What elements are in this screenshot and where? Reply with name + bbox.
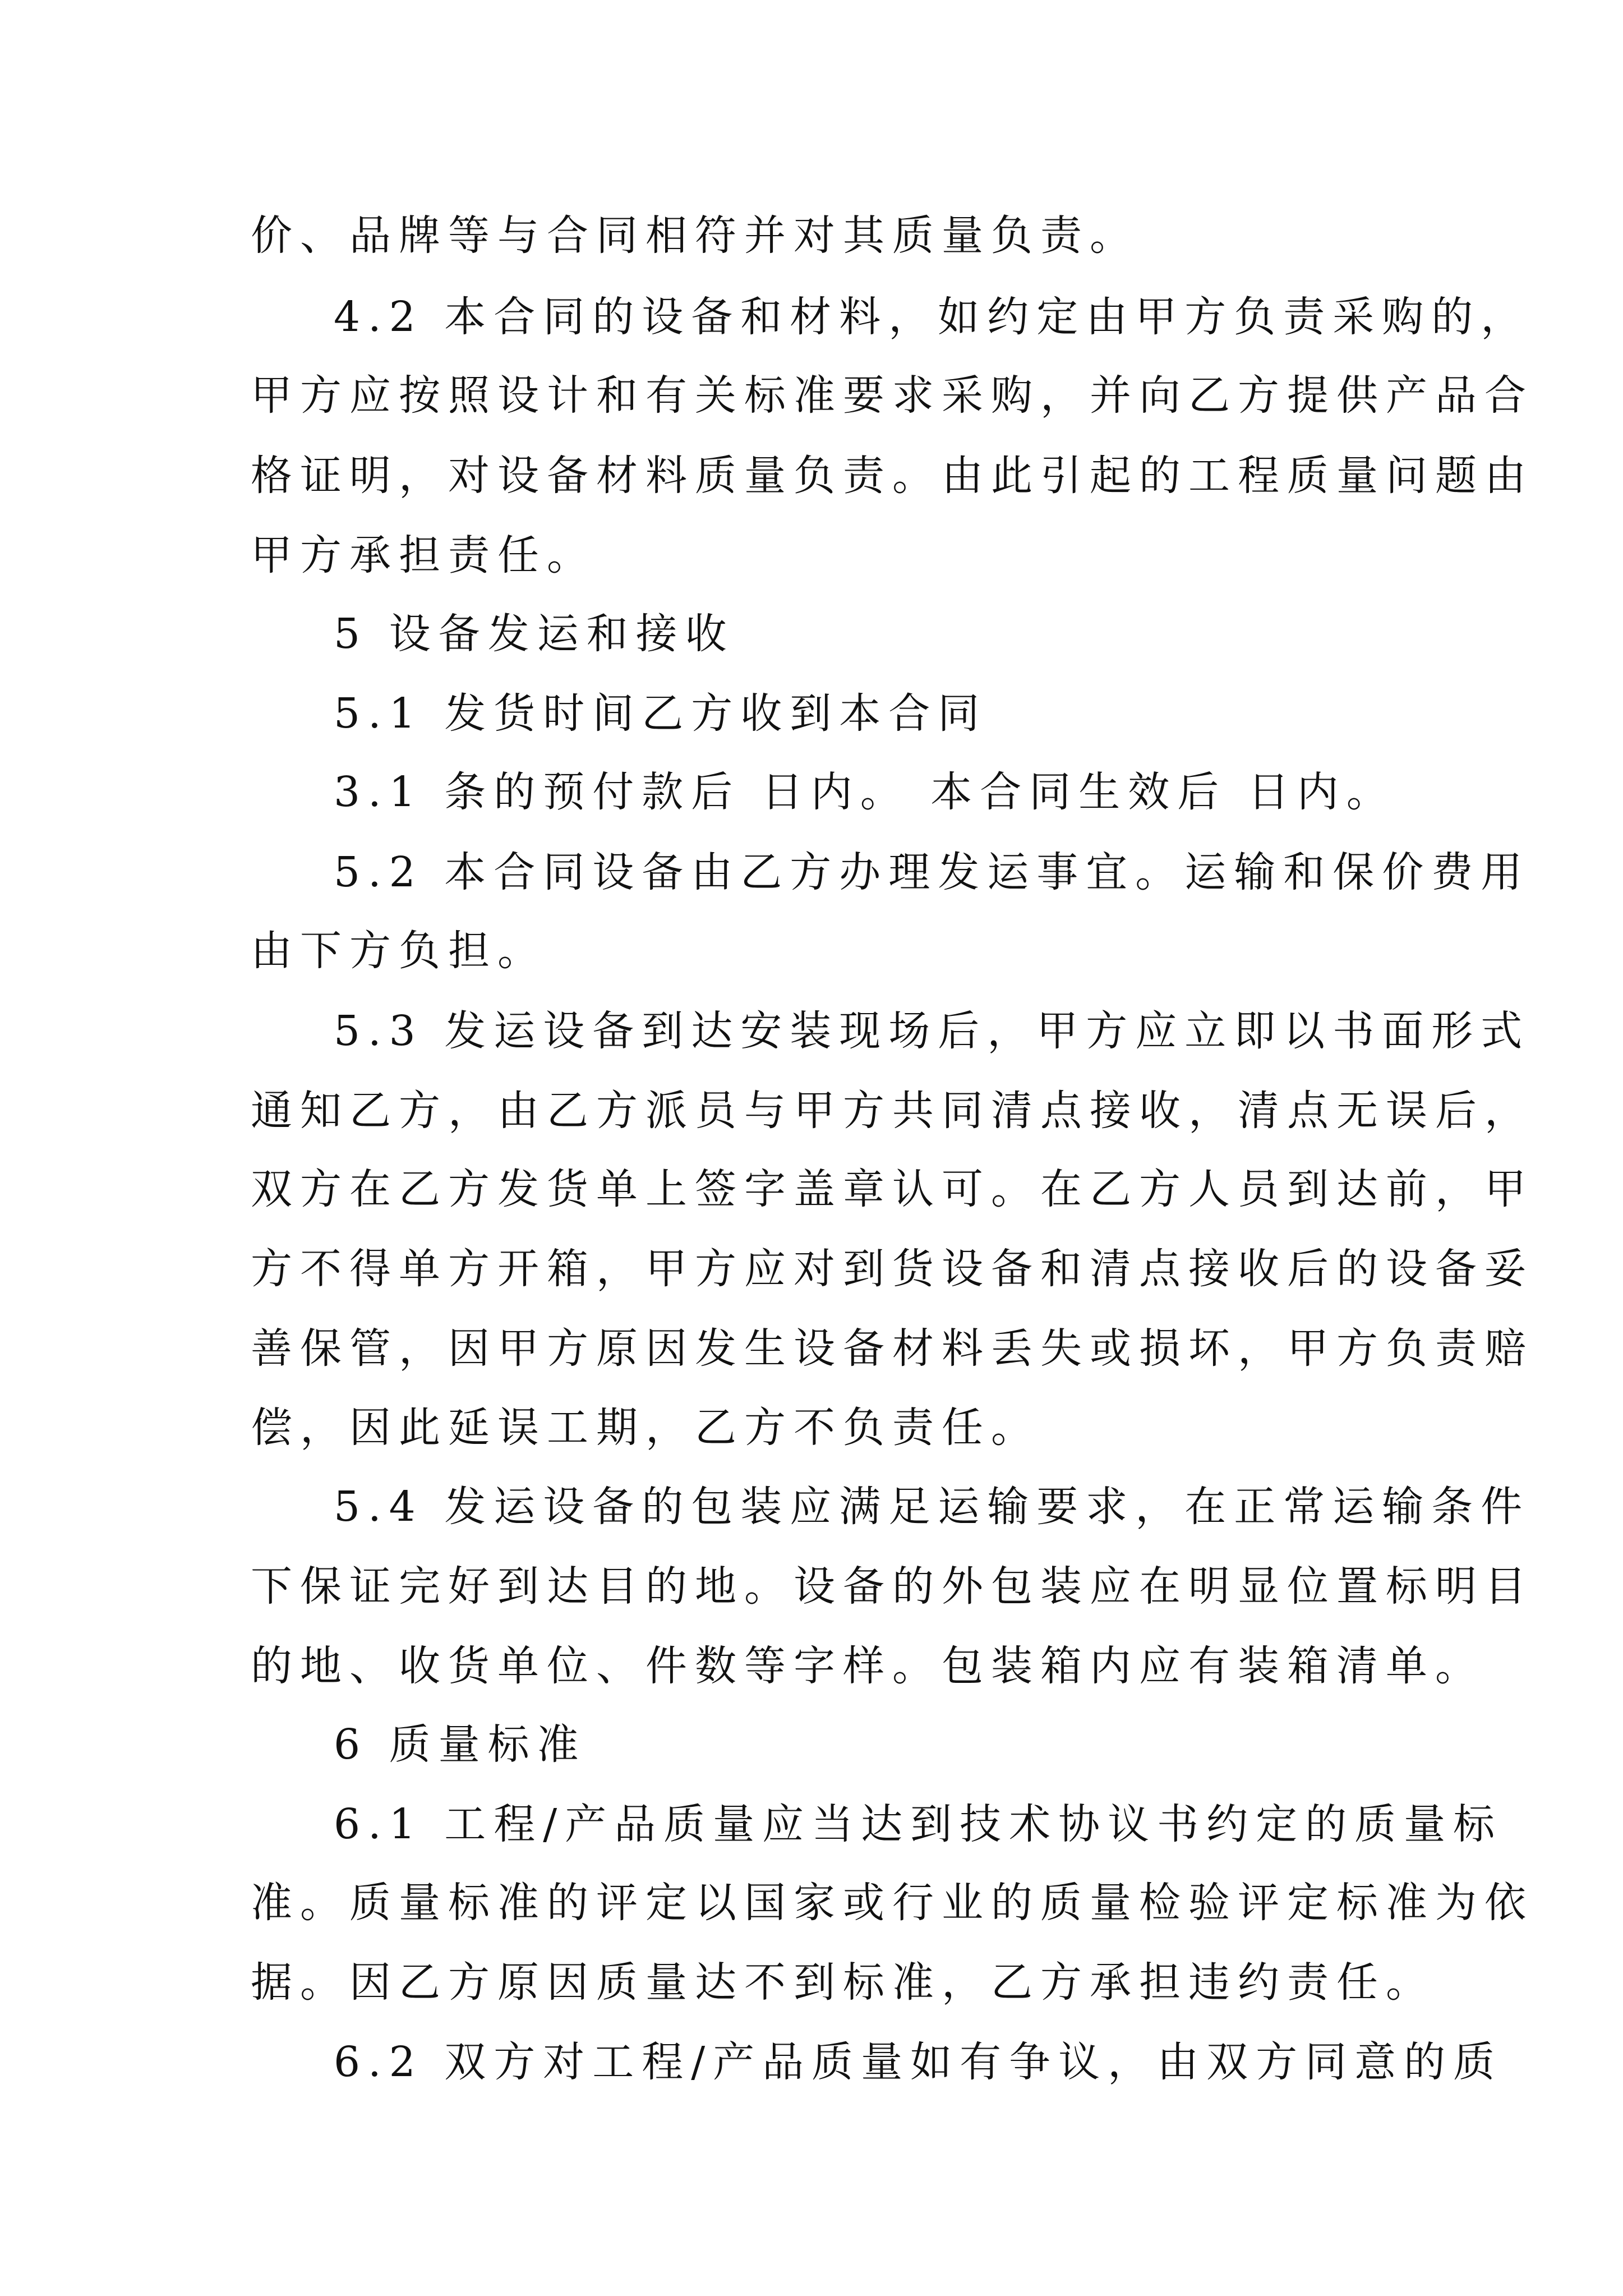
text-line: 甲方应按照设计和有关标准要求采购，并向乙方提供产品合 — [251, 371, 1534, 420]
text-line: 5.4 发运设备的包装应满足运输要求，在正常运输条件 — [334, 1483, 1530, 1531]
text-line: 偿，因此延误工期，乙方不负责任。 — [251, 1404, 1040, 1452]
section-heading: 5 设备发运和接收 — [334, 610, 735, 658]
text-line: 6.2 双方对工程/产品质量如有争议，由双方同意的质 — [334, 2038, 1503, 2086]
text-line: 据。因乙方原因质量达不到标准，乙方承担违约责任。 — [251, 1958, 1435, 2007]
text-line: 善保管，因甲方原因发生设备材料丢失或损坏，甲方负责赔 — [251, 1324, 1534, 1373]
text-line: 甲方承担责任。 — [251, 531, 596, 579]
text-line: 5.1 发货时间乙方收到本合同 — [334, 689, 988, 738]
text-line: 6.1 工程/产品质量应当达到技术协议书约定的质量标 — [334, 1800, 1503, 1848]
text-line: 3.1 条的预付款后 日内。 本合同生效后 日内。 — [334, 768, 1396, 816]
text-line: 通知乙方，由乙方派员与甲方共同清点接收，清点无误后， — [251, 1087, 1534, 1135]
text-line: 价、品牌等与合同相符并对其质量负责。 — [251, 211, 1139, 260]
text-line: 4.2 本合同的设备和材料，如约定由甲方负责采购的， — [334, 293, 1530, 341]
text-line: 由下方负担。 — [251, 927, 547, 975]
text-line: 准。质量标准的评定以国家或行业的质量检验评定标准为依 — [251, 1879, 1534, 1927]
section-heading: 6 质量标准 — [334, 1720, 587, 1769]
text-line: 5.2 本合同设备由乙方办理发运事宜。运输和保价费用 — [334, 848, 1530, 896]
text-line: 方不得单方开箱，甲方应对到货设备和清点接收后的设备妥 — [251, 1245, 1534, 1293]
text-line: 的地、收货单位、件数等字样。包装箱内应有装箱清单。 — [251, 1642, 1484, 1690]
text-line: 5.3 发运设备到达安装现场后，甲方应立即以书面形式 — [334, 1007, 1530, 1055]
text-line: 双方在乙方发货单上签字盖章认可。在乙方人员到达前，甲 — [251, 1165, 1534, 1213]
text-line: 下保证完好到达目的地。设备的外包装应在明显位置标明目 — [251, 1562, 1534, 1611]
text-line: 格证明，对设备材料质量负责。由此引起的工程质量问题由 — [251, 452, 1534, 500]
